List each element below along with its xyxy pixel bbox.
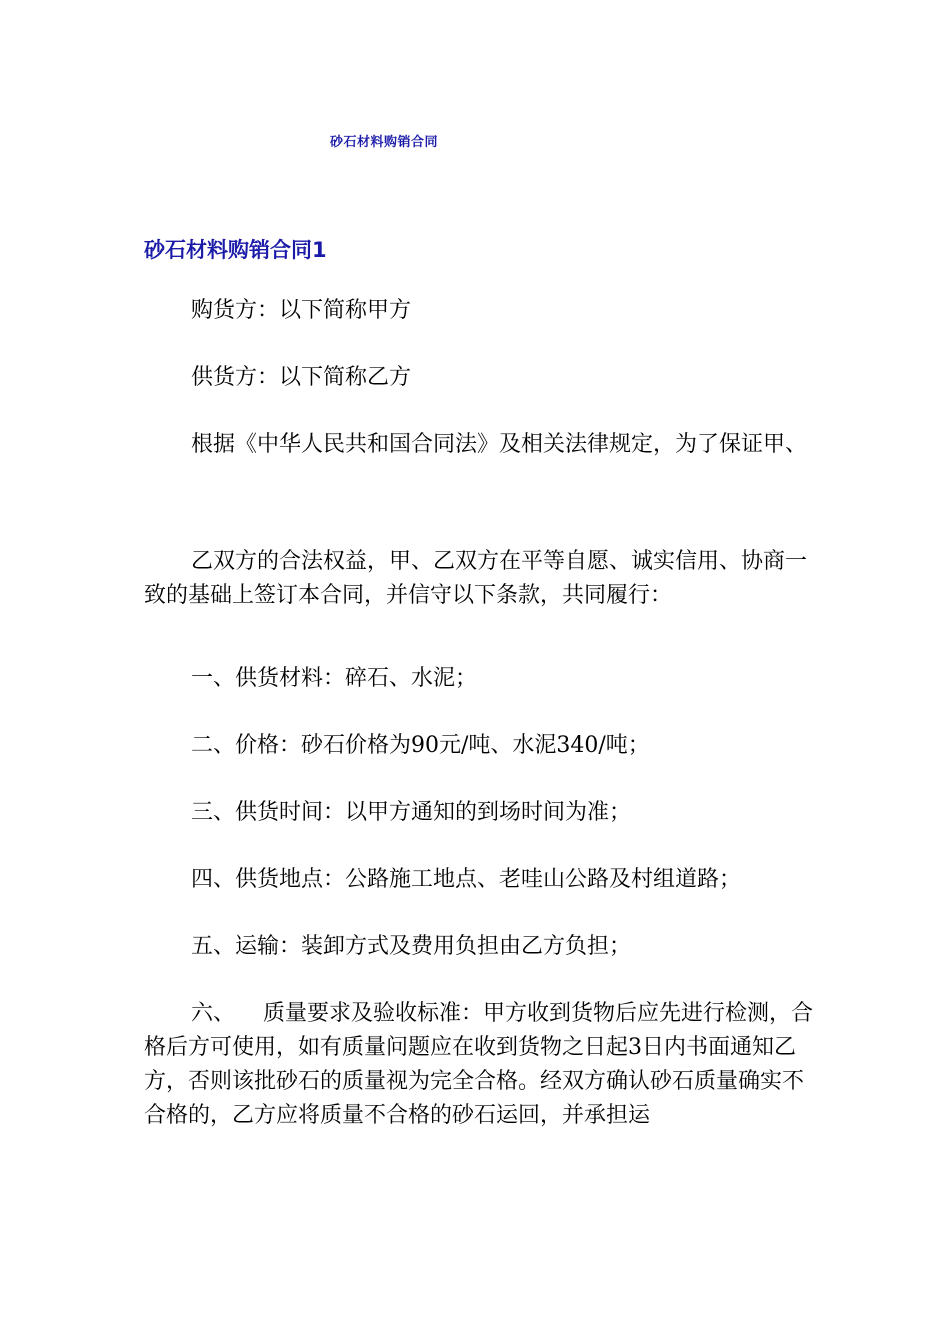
clause-delivery-location: 四、供货地点：公路施工地点、老哇山公路及村组道路； [191, 867, 742, 892]
clause-quality-text: 质量要求及验收标准：甲方收到货物后应先进行检测，合格后方可使用，如有质量问题应在收到货物之日起3日内书面通知乙方，否则该批砂石的质量视为完全合格。经双方确认砂石质量确实不合格的，乙方应将质量不合格的砂石运回，并承担运 [144, 1001, 814, 1128]
paragraph-legal-basis: 根据《中华人民共和国合同法》及相关法律规定，为了保证甲、 [191, 432, 808, 457]
clause-materials: 一、供货材料：碎石、水泥； [191, 666, 478, 691]
paragraph-supplier: 供货方：以下简称乙方 [191, 365, 412, 390]
clause-quality-number: 六、 [191, 1001, 236, 1026]
clause-quality [144, 997, 824, 1133]
document-heading: 砂石材料购销合同1 [144, 238, 327, 262]
paragraph-rights: 乙双方的合法权益，甲、乙双方在平等自愿、诚实信用、协商一致的基础上签订本合同，并信守以下条款，共同履行： [144, 549, 808, 608]
clause-transport: 五、运输：装卸方式及费用负担由乙方负担； [191, 934, 632, 959]
page-header-title: 砂石材料购销合同 [330, 135, 439, 150]
clause-price: 二、价格：砂石价格为90元/吨、水泥340/吨； [191, 733, 650, 758]
paragraph-buyer: 购货方：以下简称甲方 [191, 298, 412, 323]
clause-delivery-time: 三、供货时间：以甲方通知的到场时间为准； [191, 800, 632, 825]
